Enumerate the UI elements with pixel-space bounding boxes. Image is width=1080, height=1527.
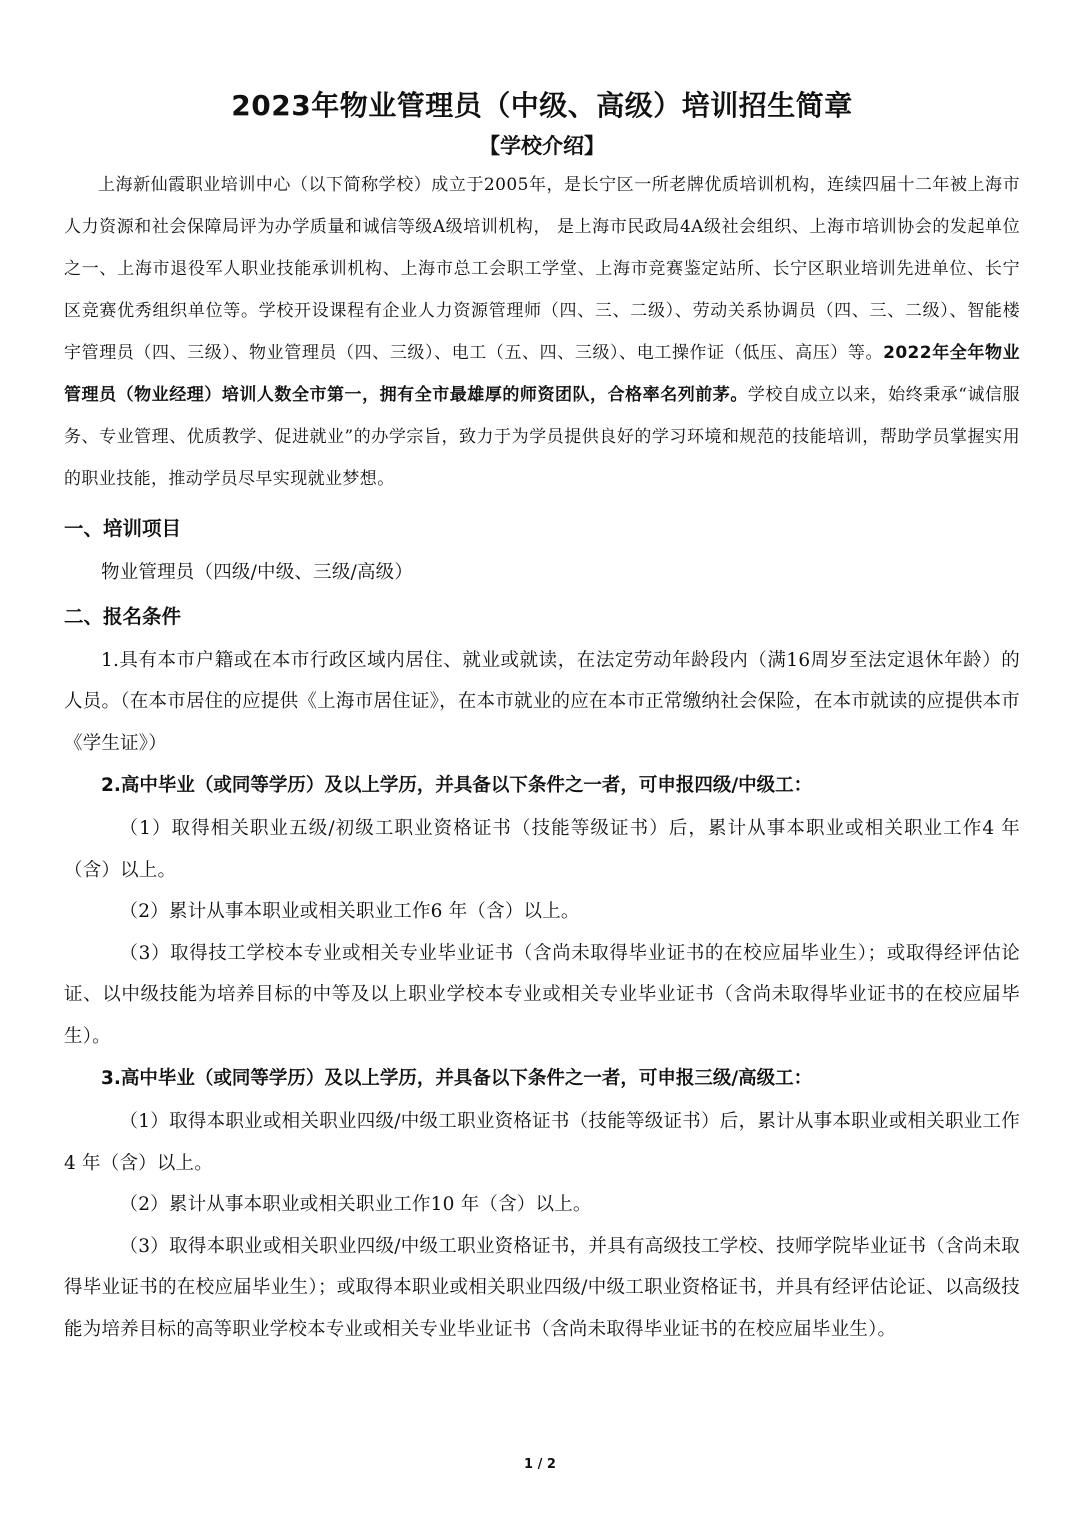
- requirement-2-item-3: （3）取得技工学校本专业或相关专业毕业证书（含尚未取得毕业证书的在校应届毕业生）；或取得经评估论证、以中级技能为培养目标的中等及以上职业学校本专业或相关专业毕业证书（含尚未取得毕业证书的在校应届毕生）。: [64, 942, 1020, 1047]
- requirement-2-item-1: （1）取得相关职业五级/初级工职业资格证书（技能等级证书）后，累计从事本职业或相关职业工作4 年（含）以上。: [64, 818, 1020, 881]
- section-heading-training-program: 一、培训项目: [64, 517, 182, 540]
- page-number: 1 / 2: [524, 1457, 556, 1472]
- requirement-3-item-1: （1）取得本职业或相关职业四级/中级工职业资格证书（技能等级证书）后，累计从事本职业或相关职业工作4 年（含）以上。: [64, 1111, 1020, 1174]
- section-subtitle-school-intro: 【学校介绍】: [479, 134, 605, 158]
- requirement-3-item-2: （2）累计从事本职业或相关职业工作10 年（含）以上。: [119, 1194, 592, 1215]
- document-page: [64, 86, 1020, 1350]
- document-title: 2023年物业管理员（中级、高级）培训招生简章: [231, 89, 853, 122]
- requirement-3-title: 3.高中毕业（或同等学历）及以上学历，并具备以下条件之一者，可申报三级/高级工：: [101, 1068, 813, 1089]
- requirement-2-title: 2.高中毕业（或同等学历）及以上学历，并具备以下条件之一者，可申报四级/中级工：: [101, 775, 813, 796]
- intro-text-part2: 学校自成立以来，始终秉承“诚信服务、专业管理、优质教学、促进就业”的办学宗旨，致力于为学员提供良好的学习环境和规范的技能培训，帮助学员掌握实用的职业技能，推动学员尽早实现就业梦想。: [64, 385, 1020, 489]
- requirement-3-item-3: （3）取得本职业或相关职业四级/中级工职业资格证书，并具有高级技工学校、技师学院毕业证书（含尚未取得毕业证书的在校应届毕业生）；或取得本职业或相关职业四级/中级工职业资格证书，并具有经评估论证、以高级技能为培养目标的高等职业学校本专业或相关专业毕业证书（含尚未取得毕业证书的在校应届毕业生）。: [64, 1235, 1020, 1340]
- requirement-2-item-2: （2）累计从事本职业或相关职业工作6 年（含）以上。: [119, 901, 580, 922]
- requirement-1: 1.具有本市户籍或在本市行政区域内居住、就业或就读，在法定劳动年龄段内（满16周岁至法定退休年龄）的人员。（在本市居住的应提供《上海市居住证》，在本市就业的应在本市正常缴纳社会保险，在本市就读的应提供本市《学生证》）: [64, 649, 1020, 754]
- intro-paragraph: [64, 164, 1020, 500]
- training-program-content: 物业管理员（四级/中级、三级/高级）: [101, 562, 414, 583]
- intro-text-part1: 上海新仙霞职业培训中心（以下简称学校）成立于2005年，是长宁区一所老牌优质培训机构，连续四届十二年被上海市人力资源和社会保障局评为办学质量和诚信等级A级培训机构， 是上海市民政局4A级社会组织、上海市培训协会的发起单位之一、上海市退役军人职业技能承训机构、上海市总工会职工学堂、上海市竞赛鉴定站所、长宁区职业培训先进单位、长宁区竞赛优秀组织单位等。学校开设课程有企业人力资源管理师（四、三、二级）、劳动关系协调员（四、三、二级）、智能楼宇管理员（四、三级）、物业管理员（四、三级）、电工（五、四、三级）、电工操作证（低压、高压）等。: [64, 175, 1020, 363]
- intro-text-bold: 2022年全年物业管理员（物业经理）培训人数全市第一，拥有全市最雄厚的师资团队，合格率名列前茅。: [64, 343, 1020, 405]
- section-heading-requirements: 二、报名条件: [64, 604, 182, 628]
